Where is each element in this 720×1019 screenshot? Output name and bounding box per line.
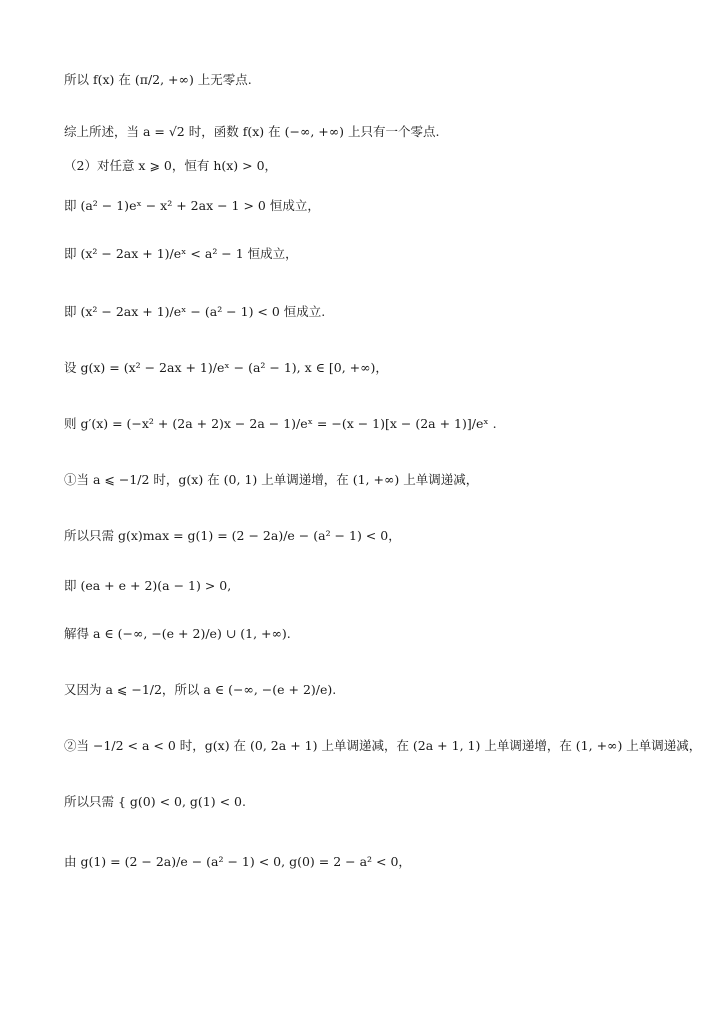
text-line: ②当 −1/2 < a < 0 时，g(x) 在 (0, 2a + 1) 上单调递减，在 (2a + 1, 1) 上单调递增，在 (1, +∞) 上单调递减， [64, 738, 702, 753]
text-line: 综上所述，当 a = √2 时，函数 f(x) 在 (−∞, +∞) 上只有一个零点. [64, 124, 440, 139]
text-line: 则 g′(x) = (−x² + (2a + 2)x − 2a − 1)/eˣ = −(x − 1)[x − (2a + 1)]/eˣ . [64, 416, 497, 431]
text-line: 即 (x² − 2ax + 1)/eˣ < a² − 1 恒成立， [64, 246, 298, 261]
text-line: 所以只需 { g(0) < 0, g(1) < 0. [64, 794, 246, 809]
text-line: 所以只需 g(x)max = g(1) = (2 − 2a)/e − (a² − 1) < 0， [64, 528, 401, 543]
text-line: 即 (x² − 2ax + 1)/eˣ − (a² − 1) < 0 恒成立. [64, 304, 326, 319]
text-line: 即 (ea + e + 2)(a − 1) > 0, [64, 578, 232, 593]
text-line: 即 (a² − 1)eˣ − x² + 2ax − 1 > 0 恒成立， [64, 198, 320, 213]
text-line: 又因为 a ⩽ −1/2，所以 a ∈ (−∞, −(e + 2)/e). [64, 682, 337, 697]
text-line: （2）对任意 x ⩾ 0，恒有 h(x) > 0， [64, 158, 278, 173]
text-line: 设 g(x) = (x² − 2ax + 1)/eˣ − (a² − 1), x ∈ [0, +∞)， [64, 360, 388, 375]
text-line: 解得 a ∈ (−∞, −(e + 2)/e) ∪ (1, +∞). [64, 626, 291, 641]
text-line: ①当 a ⩽ −1/2 时，g(x) 在 (0, 1) 上单调递增，在 (1, +∞) 上单调递减， [64, 472, 479, 487]
text-line: 所以 f(x) 在 (π/2, +∞) 上无零点. [64, 72, 252, 87]
text-line: 由 g(1) = (2 − 2a)/e − (a² − 1) < 0, g(0) = 2 − a² < 0， [64, 854, 411, 869]
